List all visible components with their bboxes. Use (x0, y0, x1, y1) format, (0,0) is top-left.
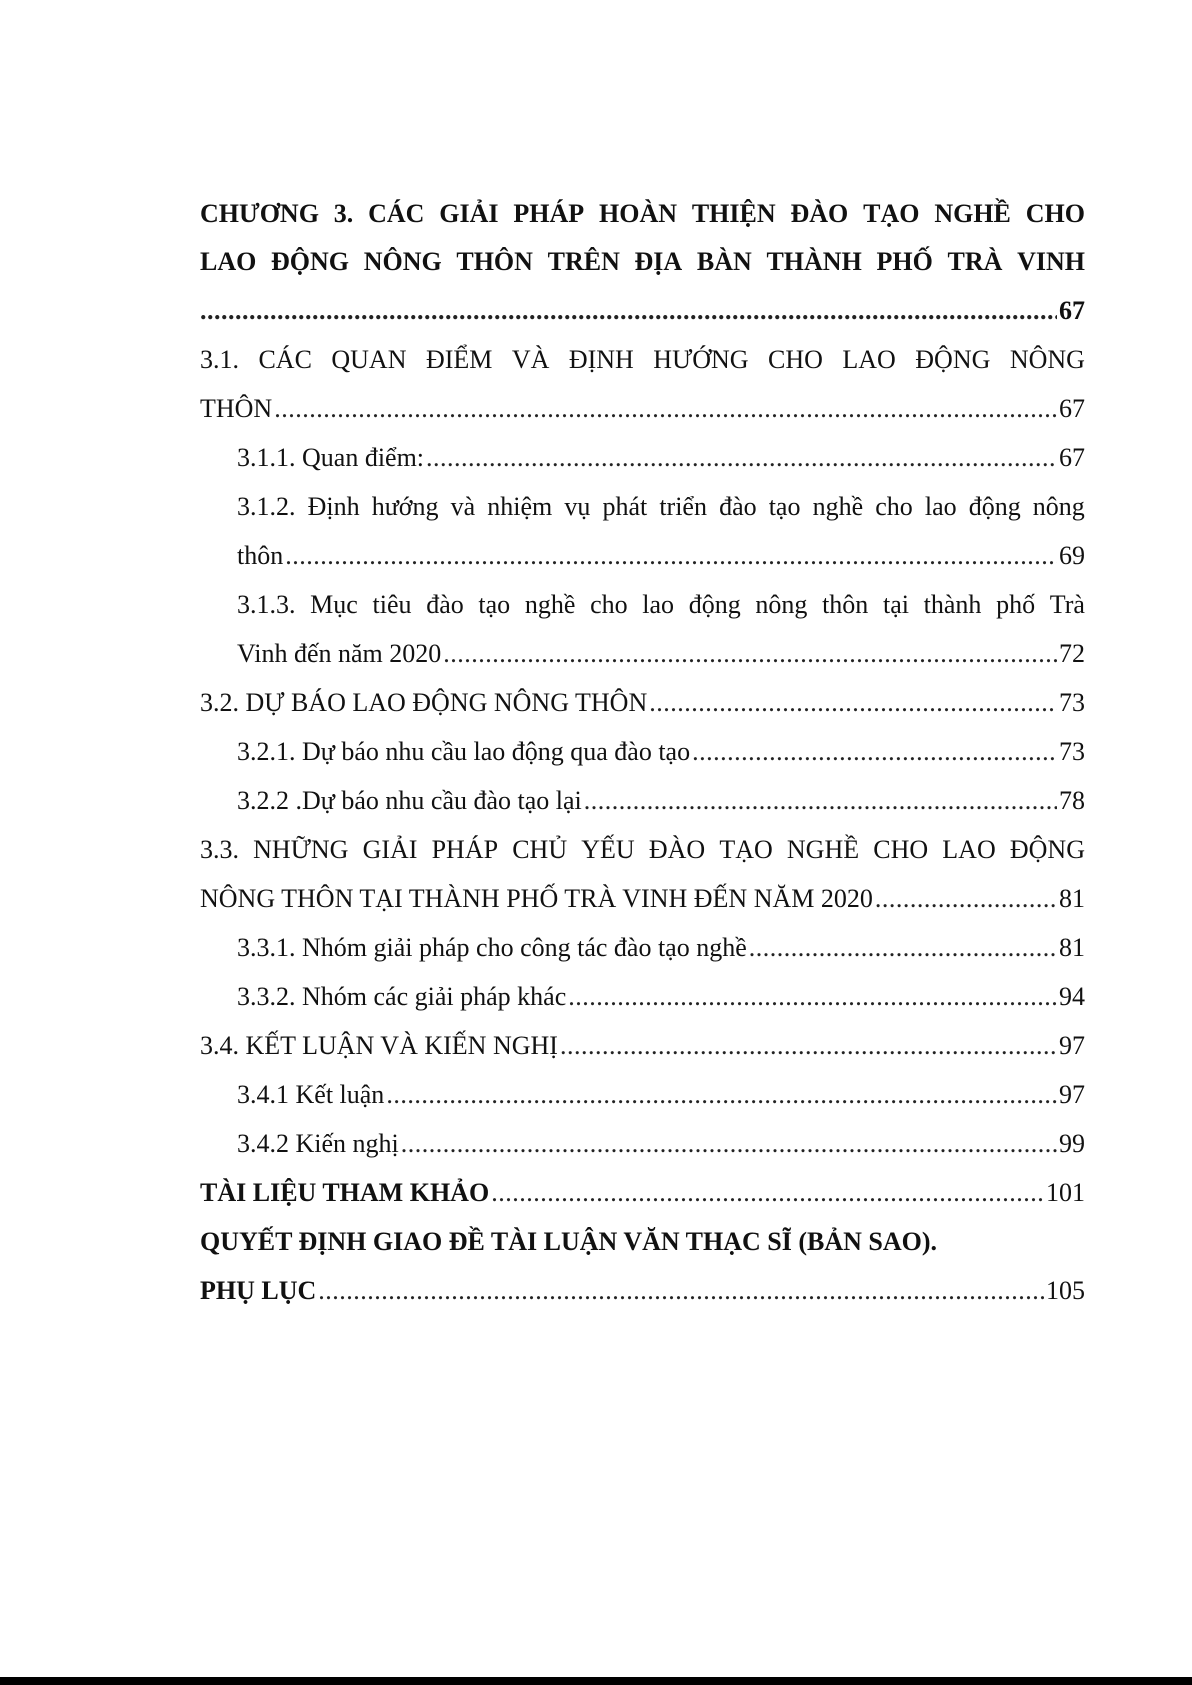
toc-page-number: 97 (1059, 1031, 1085, 1060)
toc-page-number: 101 (1046, 1178, 1085, 1207)
toc-page-number: 78 (1059, 786, 1085, 815)
toc-entry-chapter-3-line-1 (200, 190, 1085, 238)
dot-leader (875, 874, 1057, 923)
toc-entry-3-4 (200, 1021, 1085, 1070)
toc-entry-title: 3.1.1. Quan điểm: (237, 443, 425, 472)
toc-page-number: 73 (1059, 688, 1085, 717)
toc-entry-3-2 (200, 678, 1085, 727)
toc-page-number: 67 (1059, 394, 1085, 423)
toc-entry-title-part-2: Vinh đến năm 2020 (237, 639, 442, 668)
toc-entry-chapter-3-line-2 (200, 238, 1085, 286)
dot-leader (491, 1168, 1044, 1217)
toc-entry-3-4-1 (200, 1070, 1085, 1119)
toc-entry-title: 3.4.1 Kết luận (237, 1080, 385, 1109)
toc-entry-title: QUYẾT ĐỊNH GIAO ĐỀ TÀI LUẬN VĂN THẠC SĨ (BẢN SAO). (200, 1227, 938, 1256)
toc-section-3-3-title-part-2: NÔNG THÔN TẠI THÀNH PHỐ TRÀ VINH ĐẾN NĂM 2020 (200, 884, 873, 913)
dot-leader (426, 433, 1057, 482)
toc-page-number: 105 (1046, 1276, 1085, 1305)
toc-entry-appendix (200, 1266, 1085, 1315)
toc-chapter-3-title-part-2: LAO ĐỘNG NÔNG THÔN TRÊN ĐỊA BÀN THÀNH PHỐ TRÀ VINH (200, 247, 1085, 276)
dot-leader (692, 727, 1057, 776)
toc-entry-3-1-1 (200, 433, 1085, 482)
toc-entry-references (200, 1168, 1085, 1217)
toc-page-number: 97 (1059, 1080, 1085, 1109)
toc-page-number: 72 (1059, 639, 1085, 668)
toc-entry-title: 3.3.1. Nhóm giải pháp cho công tác đào tạo nghề (237, 933, 747, 962)
dot-leader (318, 1266, 1044, 1315)
toc-entry-title: PHỤ LỤC (200, 1276, 317, 1305)
toc-section-3-1-title-part-2: THÔN (200, 394, 273, 423)
toc-entry-3-1-line-2 (200, 384, 1085, 433)
dot-leader (386, 1070, 1057, 1119)
toc-page-number: 73 (1059, 737, 1085, 766)
dot-leader (274, 384, 1057, 433)
page-bottom-border (0, 1677, 1192, 1685)
toc-section-3-1-title-part-1: 3.1. CÁC QUAN ĐIỂM VÀ ĐỊNH HƯỚNG CHO LAO ĐỘNG NÔNG (200, 345, 1085, 374)
toc-chapter-3-title-part-1: CHƯƠNG 3. CÁC GIẢI PHÁP HOÀN THIỆN ĐÀO TẠO NGHỀ CHO (200, 199, 1085, 228)
toc-entry-3-1-3-line-2 (200, 629, 1085, 678)
toc-entry-title: 3.2.2 .Dự báo nhu cầu đào tạo lại (237, 786, 582, 815)
toc-page-number: 69 (1059, 541, 1085, 570)
dot-leader (200, 286, 1057, 335)
toc-entry-title: TÀI LIỆU THAM KHẢO (200, 1178, 490, 1207)
dot-leader (749, 923, 1057, 972)
toc-entry-3-3-line-1 (200, 825, 1085, 874)
toc-page-number: 99 (1059, 1129, 1085, 1158)
toc-entry-title-part-2: thôn (237, 541, 284, 570)
toc-page-number: 67 (1059, 443, 1085, 472)
table-of-contents (200, 190, 1085, 1315)
toc-entry-title: 3.3.2. Nhóm các giải pháp khác (237, 982, 567, 1011)
toc-entry-title: 3.2.1. Dự báo nhu cầu lao động qua đào tạo (237, 737, 691, 766)
toc-page-number: 67 (1059, 296, 1085, 325)
toc-entry-3-3-2 (200, 972, 1085, 1021)
dot-leader (285, 531, 1057, 580)
toc-page-number: 81 (1059, 884, 1085, 913)
toc-entry-title: 3.4. KẾT LUẬN VÀ KIẾN NGHỊ (200, 1031, 558, 1060)
toc-entry-title-part-1: 3.1.3. Mục tiêu đào tạo nghề cho lao động nông thôn tại thành phố Trà (237, 590, 1085, 619)
dot-leader (649, 678, 1057, 727)
toc-entry-3-1-line-1 (200, 335, 1085, 384)
toc-entry-title: 3.4.2 Kiến nghị (237, 1129, 399, 1158)
toc-entry-3-2-1 (200, 727, 1085, 776)
toc-page-number: 81 (1059, 933, 1085, 962)
toc-entry-decision (200, 1217, 1085, 1266)
dot-leader (560, 1021, 1057, 1070)
toc-entry-3-4-2 (200, 1119, 1085, 1168)
toc-section-3-3-title-part-1: 3.3. NHỮNG GIẢI PHÁP CHỦ YẾU ĐÀO TẠO NGHỀ CHO LAO ĐỘNG (200, 835, 1085, 864)
toc-entry-3-3-line-2 (200, 874, 1085, 923)
toc-entry-3-2-2 (200, 776, 1085, 825)
toc-entry-title-part-1: 3.1.2. Định hướng và nhiệm vụ phát triển đào tạo nghề cho lao động nông (237, 492, 1085, 521)
dot-leader (443, 629, 1057, 678)
toc-page-number: 94 (1059, 982, 1085, 1011)
dot-leader (568, 972, 1057, 1021)
toc-entry-3-1-3-line-1 (200, 580, 1085, 629)
toc-entry-3-1-2-line-1 (200, 482, 1085, 531)
dot-leader (401, 1119, 1057, 1168)
toc-entry-title: 3.2. DỰ BÁO LAO ĐỘNG NÔNG THÔN (200, 688, 648, 717)
dot-leader (584, 776, 1057, 825)
toc-entry-3-1-2-line-2 (200, 531, 1085, 580)
toc-entry-chapter-3-page-line (200, 286, 1085, 335)
toc-entry-3-3-1 (200, 923, 1085, 972)
